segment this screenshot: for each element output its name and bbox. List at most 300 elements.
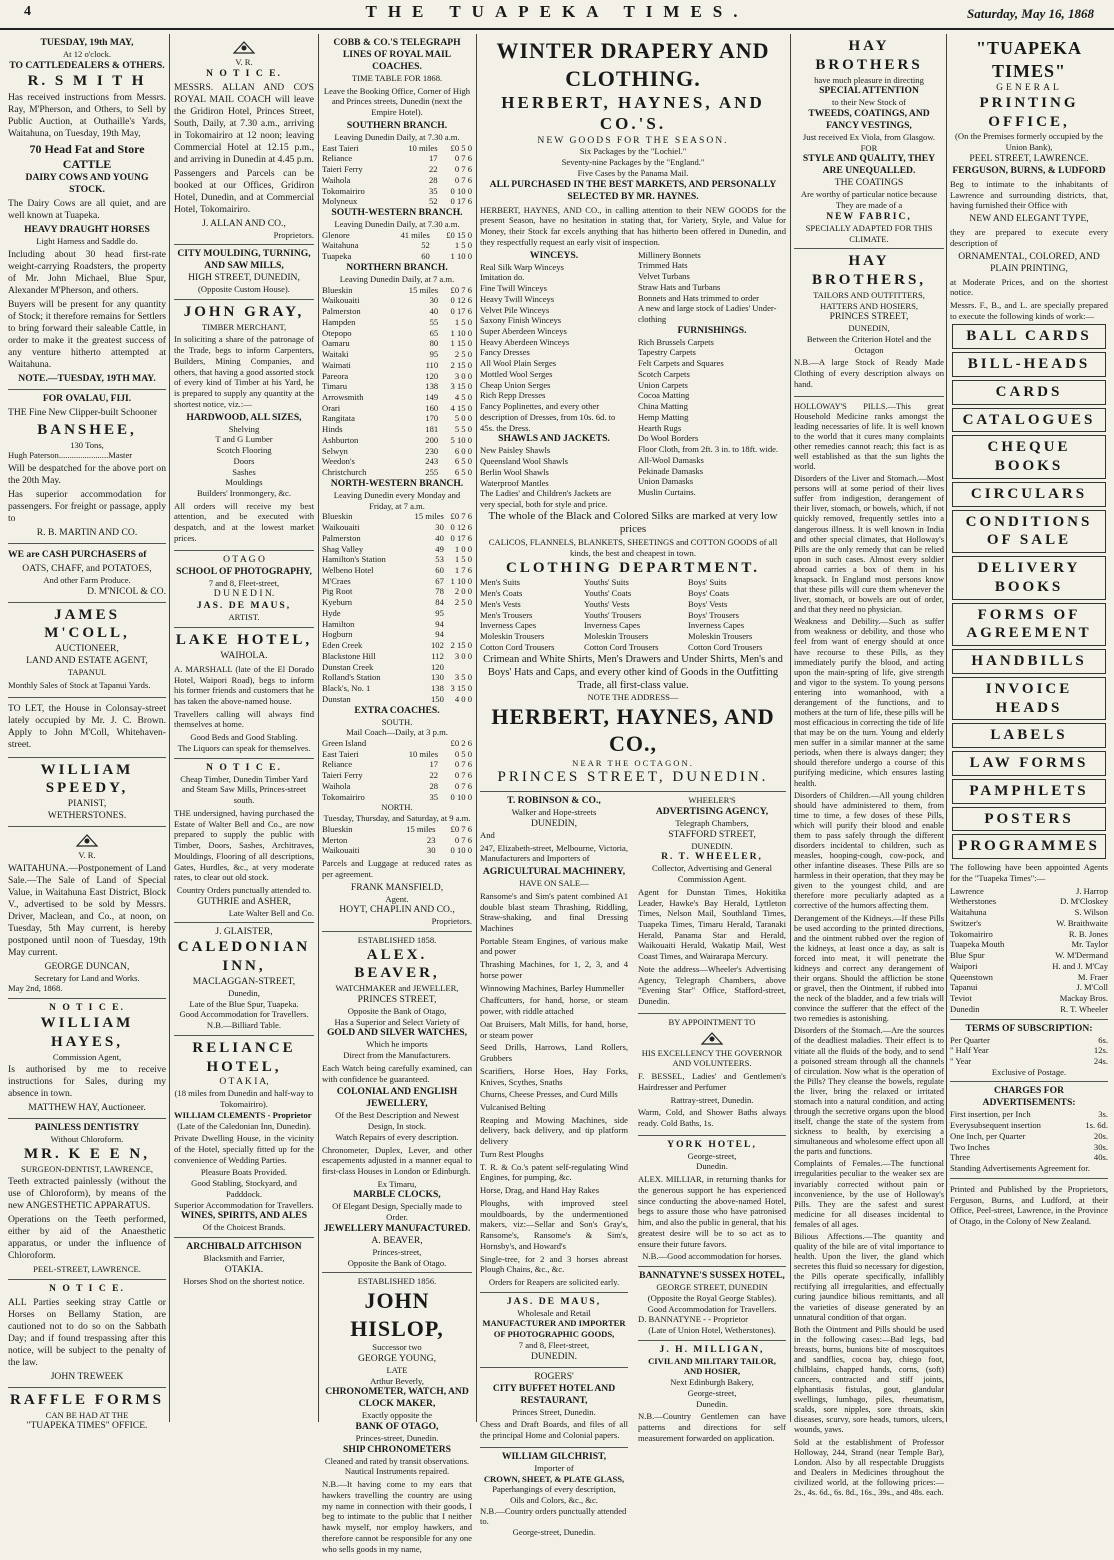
- ad-heading: CIVIL AND MILITARY TAILOR, AND HOSIER,: [648, 1355, 776, 1377]
- table-cell: 0 7 6: [454, 174, 472, 185]
- table-cell: H. and J. M'Cay: [1052, 960, 1108, 971]
- ad-text: Weakness and Debility.—Such as suffer from weakness or debility, and those who feel from want of energy should at once have recourse to these Pills, as they immediately purify the blood, and acting upon the main-spring of life, give strength and vigor to the system. To young persons entering into womanhood, with a derangement of the functions, and to mothers at the turn of life, these pills will be most efficacious in correcting the tide of life that may be on the turn. Young and elderly men suffer in a similar manner at the same periods, when there is always danger; they should therefore undergo a course of this purifying medicine, which ensures lasting health.: [794, 617, 944, 788]
- ad-text: Complaints of Females.—The functional irregularities peculiar to the weaker sex are invariably corrected without pain or inconvenience, by the use of Holloway's Pills. They are the safest and surest medicine for all diseases incidental to females of all ages.: [794, 1159, 944, 1229]
- ad-name: "TUAPEKA TIMES": [976, 38, 1082, 81]
- list-item: CATALOGUES: [952, 408, 1106, 433]
- charges-table: [950, 1109, 1108, 1163]
- table-cell: 5 10 0: [450, 434, 472, 445]
- table-row: [322, 640, 472, 651]
- table-row: [322, 392, 472, 403]
- table-row: [322, 328, 472, 339]
- table-cell: Waitahuna: [322, 240, 359, 251]
- table-cell: 0 7 6: [454, 153, 472, 164]
- ad-text: Seed Drills, Harrows, Land Rollers, Grubbers: [480, 1042, 628, 1064]
- table-cell: Lawrence: [950, 885, 984, 896]
- list-item: POSTERS: [952, 807, 1106, 832]
- ad-signature: Secretary for Land and Works.: [34, 972, 140, 983]
- ad-name: BANNATYNE'S SUSSEX HOTEL,: [639, 1270, 785, 1282]
- table-row: [322, 456, 472, 467]
- table-cell: Christchurch: [322, 467, 367, 478]
- ad-text: LAND AND ESTATE AGENT,: [26, 655, 148, 667]
- ad-text: Walker and Hope-streets: [511, 807, 597, 818]
- ad-text: Superior Accommodation for Travellers.: [174, 1199, 314, 1210]
- ad-text: Ransome's and Sim's patent combined A1 double blast steam Thrashing, Riddling, Straw-shaking, and final Dressing Machines: [480, 890, 628, 933]
- ad-text: PRINCES STREET,: [829, 311, 909, 323]
- table-row: [322, 770, 472, 781]
- ad-heading: WINES, SPIRITS, AND ALES: [180, 1210, 308, 1222]
- list-item: Floor Cloth, from 2ft. 3 in. to 18ft. wide.: [638, 444, 779, 455]
- table-row: [322, 576, 472, 587]
- table-cell: Teviot: [950, 993, 972, 1004]
- page-number: 4: [24, 4, 31, 19]
- ad-text: Dunedin.: [696, 1161, 728, 1172]
- ad-text: Six Packages by the "Lochiel.": [579, 146, 687, 157]
- advert-ovalau: [8, 390, 166, 544]
- table-cell: 1 15 0: [450, 338, 472, 349]
- advertisement-charges: [950, 1082, 1108, 1178]
- ad-text: LATE: [386, 1364, 408, 1375]
- table-cell: 0 7 6: [454, 759, 472, 770]
- ad-text: HIS EXCELLENCY THE GOVERNOR AND VOLUNTEERS.: [641, 1047, 783, 1069]
- table-cell: 0 12 6: [450, 522, 472, 533]
- ad-text: Between the Criterion Hotel and the Octagon: [806, 333, 932, 355]
- list-item: Mottled Wool Serges: [480, 368, 553, 379]
- ad-text: DUNEDIN,: [848, 323, 890, 334]
- list-item: LAW FORMS: [952, 751, 1106, 776]
- ad-name: YORK HOTEL,: [667, 1138, 757, 1150]
- ad-text: 7 and 8, Fleet-street,: [208, 577, 280, 588]
- timetable-extra-south: [322, 738, 472, 802]
- ad-signature: GUTHRIE and ASHER,: [196, 895, 292, 907]
- ad-heading: COBB & CO.'S TELEGRAPH LINES OF ROYAL MAIL COACHES.: [333, 37, 461, 72]
- list-item: Berlin Wool Shawls: [480, 466, 549, 477]
- table-cell: [444, 619, 472, 630]
- ad-name: FERGUSON, BURNS, & LUDFORD: [952, 164, 1106, 176]
- table-row: [950, 907, 1108, 918]
- table-cell: 15 miles: [414, 511, 444, 522]
- ad-text: (On the Premises formerly occupied by the Union Bank),: [955, 131, 1103, 153]
- table-cell: W. Braithwaite: [1056, 917, 1108, 928]
- list-item: Millinery Bonnets: [638, 249, 701, 260]
- ad-heading: CHRONOMETER, WATCH, AND CLOCK MAKER,: [325, 1386, 469, 1410]
- youths-list: [584, 577, 682, 652]
- advert-reliance-hotel: [174, 1036, 314, 1238]
- ad-text: And: [480, 829, 495, 840]
- agents-table: [950, 886, 1108, 1015]
- table-cell: 0 10 0: [450, 791, 472, 802]
- timetable-subheading: Mail Coach—Daily, at 3 p.m.: [346, 727, 448, 738]
- table-cell: Hyde: [322, 607, 341, 618]
- table-row: [322, 175, 472, 186]
- table-cell: 230: [425, 445, 439, 456]
- ad-text: to their New Stock of: [832, 97, 906, 108]
- ad-text: ARTIST.: [228, 612, 260, 623]
- subscription-terms: [950, 1020, 1108, 1083]
- column-rule: [318, 34, 319, 1422]
- ad-heading: TO CATTLEDEALERS & OTHERS.: [9, 59, 165, 71]
- list-item: Waterproof Mantles: [480, 477, 549, 488]
- ad-text: Chronometer, Duplex, Lever, and other escapements adjusted in a manner equal to first-class Houses in London or Edinburgh.: [322, 1144, 472, 1176]
- table-cell: 1 10 0: [450, 575, 472, 586]
- table-cell: Mackay Bros.: [1059, 993, 1108, 1004]
- table-row: [950, 1131, 1108, 1142]
- ad-text: TAILORS AND OUTFITTERS,: [813, 289, 925, 300]
- table-row: [950, 972, 1108, 983]
- ad-heading: FOR OVALAU, FIJI.: [42, 392, 132, 404]
- list-item: All-Wool Damasks: [638, 454, 704, 465]
- table-cell: 3s.: [1098, 1109, 1108, 1120]
- table-cell: £0 7 6: [450, 511, 472, 522]
- table-cell: 149: [425, 392, 439, 402]
- ad-text: Disorders of the Liver and Stomach.—Most persons will at some period of their lives suffer from indigestion, derangement of their liver, stomach, or bowels, which, if not quickly removed, frequently settles into a dangerous illness. It is well known in India and other special climates, that Holloway's Pills are the only remedy that can be relied upon in such cases. Almost every soldier abroad carries a box of them in his knapsack. In England most persons know that these pills will cure them whenever the liver, stomach, or bowels are out of order, and that they need no physician.: [794, 474, 944, 615]
- ad-text: WETHERSTONES.: [47, 810, 127, 822]
- table-cell: 170: [425, 413, 439, 424]
- table-cell: Blue Spur: [950, 950, 985, 961]
- ad-heading: CITY MOULDING, TURNING, AND SAW MILLS,: [177, 248, 311, 272]
- advert-lake-hotel: [174, 628, 314, 759]
- table-row: [322, 749, 472, 760]
- column-rule: [476, 34, 477, 1422]
- table-row: [322, 424, 472, 435]
- advert-aitchison: [174, 1238, 314, 1290]
- table-cell: Glenore: [322, 229, 350, 240]
- ad-text: CAN BE HAD AT THE: [45, 1409, 129, 1420]
- table-cell: 3 15 0: [450, 683, 472, 694]
- ad-text: STAFFORD STREET,: [668, 828, 756, 840]
- advert-milligan: [638, 1341, 786, 1450]
- table-cell: 49: [435, 543, 444, 554]
- table-cell: 60: [435, 565, 444, 575]
- subscription-table: [950, 1035, 1108, 1067]
- table-cell: 5 0 0: [454, 413, 472, 424]
- table-cell: 0 5 0: [454, 748, 472, 759]
- ad-heading: PRINCES STREET, DUNEDIN.: [497, 769, 769, 786]
- table-cell: Pareora: [322, 370, 349, 381]
- ad-text: PRINCES STREET,: [357, 993, 437, 1005]
- table-cell: 15 miles: [408, 284, 439, 295]
- ad-text: Which he imports: [366, 1039, 428, 1050]
- ad-heading: HARDWOOD, ALL SIZES,: [186, 411, 302, 423]
- ad-name: JOHN GRAY,: [183, 303, 305, 320]
- table-cell: Everysubsequent insertion: [950, 1120, 1041, 1131]
- table-cell: 0 7 6: [454, 834, 472, 845]
- advert-dentistry: [8, 1119, 166, 1280]
- list-item: Boys' Vests: [688, 598, 728, 609]
- ad-text: N.B.—Good accommodation for horses.: [642, 1251, 782, 1262]
- ad-text: Winnowing Machines, Barley Hummeller: [480, 982, 625, 993]
- ad-text: Has a Superior and Select Variety of: [334, 1016, 460, 1027]
- ad-text: Commission Agent,: [52, 1051, 122, 1062]
- table-cell: 22: [429, 164, 438, 175]
- ad-signature: Agent.: [385, 893, 409, 904]
- ad-text: Pleasure Boats Provided.: [200, 1167, 288, 1178]
- ad-heading: HEAVY DRAUGHT HORSES: [24, 224, 150, 236]
- ad-heading: ORNAMENTAL, COLORED, AND PLAIN PRINTING,: [958, 250, 1100, 274]
- table-cell: £0 5 0: [450, 142, 472, 153]
- ad-text: "TUAPEKA TIMES" OFFICE.: [26, 1420, 148, 1432]
- advert-bessel: [638, 1014, 786, 1136]
- ad-text: T. R. & Co.'s patent self-regulating Wind Engines, for pumping, &c.: [480, 1161, 628, 1183]
- ad-heading: N O T I C E.: [206, 761, 282, 773]
- ad-text: WE are CASH PURCHASERS of: [8, 548, 147, 560]
- ad-text: The following have been appointed Agents for the "Tuapeka Times":—: [950, 862, 1108, 883]
- table-cell: Green Island: [322, 738, 367, 748]
- table-row: [322, 164, 472, 175]
- list-item: Union Damasks: [638, 476, 694, 487]
- table-row: [950, 1056, 1108, 1067]
- list-item: Rich Repp Dresses: [480, 390, 546, 401]
- ad-text: N.B.—Country Gentlemen can have patterns and directions for self measurement forwarded on application.: [638, 1411, 786, 1443]
- ad-text: OATS, CHAFF, and POTATOES,: [22, 562, 152, 574]
- ad-text: D U N E D I N.: [213, 588, 275, 600]
- ad-text: 130 Tons,: [70, 439, 104, 450]
- ad-text: At 12 o'clock.: [62, 48, 112, 59]
- ad-text: HAVE ON SALE—: [519, 878, 589, 889]
- table-cell: 1 10 0: [450, 327, 472, 338]
- table-row: [322, 186, 472, 197]
- table-cell: Reliance: [322, 153, 353, 164]
- ad-text: GEORGE STREET, DUNEDIN: [656, 1282, 768, 1293]
- table-cell: Molyneux: [322, 196, 358, 207]
- table-row: [950, 896, 1108, 907]
- table-cell: 0 12 6: [450, 295, 472, 306]
- table-row: [950, 950, 1108, 961]
- table-row: [950, 1004, 1108, 1015]
- table-row: [950, 1045, 1108, 1056]
- table-cell: 200: [425, 434, 439, 445]
- list-item: Scotch Carpets: [638, 368, 690, 379]
- millinery-list: [638, 250, 786, 325]
- table-cell: First insertion, per Inch: [950, 1109, 1031, 1120]
- ad-name: ALEX. BEAVER,: [354, 946, 440, 982]
- table-cell: Dunedin: [950, 1003, 980, 1014]
- table-cell: 138: [425, 381, 439, 392]
- list-item: Moleskin Trousers: [688, 631, 753, 642]
- table-cell: " Year: [950, 1055, 972, 1066]
- table-row: [322, 619, 472, 630]
- boys-list: [688, 577, 786, 652]
- ad-text: Dunedin,: [228, 987, 260, 998]
- table-cell: 0 17 6: [450, 196, 472, 207]
- table-cell: 12s.: [1093, 1045, 1108, 1056]
- table-cell: 120: [425, 370, 439, 381]
- timetable-northern: [322, 285, 472, 478]
- column-2: [174, 34, 314, 1422]
- ad-name: R. S M I T H: [27, 72, 147, 89]
- list-item: Scotch Flooring: [216, 445, 272, 456]
- ad-text: Has superior accommodation for passengers. For freight or passage, apply to: [8, 489, 166, 524]
- ad-text: Wholesale and Retail: [517, 1307, 591, 1318]
- table-cell: 181: [425, 424, 439, 435]
- furnishings-list: [638, 337, 786, 498]
- table-cell: Per Quarter: [950, 1034, 990, 1045]
- list-item: Cheap Union Serges: [480, 379, 551, 390]
- table-row: [322, 835, 472, 846]
- ad-text: J. GLAISTER,: [215, 926, 273, 938]
- table-cell: Eden Creek: [322, 640, 363, 651]
- table-cell: [444, 629, 472, 640]
- table-cell: Weedon's: [322, 456, 355, 467]
- ad-signature: A. BEAVER,: [371, 1234, 423, 1246]
- timetable-heading: NORTHERN BRANCH.: [346, 261, 448, 273]
- ad-heading: MANUFACTURER AND IMPORTER OF PHOTOGRAPHIC GOODS,: [482, 1318, 626, 1340]
- table-cell: Waimati: [322, 359, 351, 370]
- list-item: Moleskin Trousers: [584, 631, 649, 642]
- ad-text: (18 miles from Dunedin and half-way to Tokomairiro).: [174, 1088, 314, 1110]
- ad-name: J. H. MILLIGAN,: [659, 1343, 765, 1355]
- table-cell: 6 0 0: [454, 445, 472, 456]
- table-cell: Kyeburn: [322, 597, 353, 608]
- ad-signature: J. ALLAN AND CO.,: [202, 217, 286, 229]
- ad-text: Portable Steam Engines, of various make and power: [480, 935, 628, 957]
- table-cell: [392, 738, 438, 749]
- column-6: [950, 34, 1108, 1422]
- advert-caledonian-inn: [174, 923, 314, 1035]
- list-item: CHEQUE BOOKS: [952, 435, 1106, 479]
- advert-bannatyne: [638, 1267, 786, 1341]
- table-row: [322, 586, 472, 597]
- table-cell: 2 5 0: [454, 349, 472, 360]
- ad-text: Scarifiers, Horse Hoes, Hay Forks, Knives, Scythes, Snaths: [480, 1065, 628, 1087]
- table-cell: Blueskin: [322, 284, 353, 295]
- table-cell: £0 7 6: [450, 823, 472, 834]
- table-cell: 28: [429, 780, 439, 791]
- ad-heading: COLONIAL AND ENGLISH JEWELLERY,: [336, 1086, 458, 1110]
- ad-heading: SHIP CHRONOMETERS: [343, 1443, 451, 1455]
- timetable-subheading: NORTH.: [381, 802, 413, 813]
- ad-signature: MATTHEW HAY, Auctioneer.: [28, 1102, 146, 1114]
- table-cell: Waikouaiti: [322, 295, 360, 306]
- ad-text: Printed and Published by the Proprietors, Ferguson, Burns, and Ludford, at their Office, Peel-street, Lawrence, in the Province of Otago, in the Colony of New Zealand.: [950, 1183, 1108, 1227]
- ad-text: WILLIAM CLEMENTS - Proprietor: [174, 1109, 312, 1120]
- advert-hay-brothers-tailors: [794, 249, 944, 396]
- table-cell: 4 5 0: [454, 392, 472, 402]
- ad-text: (Opposite Custom House).: [198, 284, 290, 295]
- table-cell: Orari: [322, 402, 341, 413]
- timetable-southern: [322, 143, 472, 207]
- ad-text: Of the Choicest Brands.: [202, 1222, 286, 1233]
- table-cell: Tokomairiro: [322, 791, 365, 802]
- table-cell: Selwyn: [322, 445, 348, 456]
- list-item: Youths' Suits: [584, 577, 629, 588]
- list-item: Men's Coats: [480, 588, 523, 599]
- ad-text: have much pleasure in directing: [814, 74, 924, 85]
- ad-text: Disorders of Children.—All young children should have administered to them, from time to time, a few doses of these Pills, which will purify their blood and enable them to pass safely through the different disorders incidental to children, such as measles, hooping-cough, cow-pock, and other infantine diseases. These Pills are so harmless in their operation, that they may be given to the youngest child, and are therefore more peculiarly adapted as a corrective of the humors affecting them.: [794, 790, 944, 911]
- table-cell: Tuapeka: [322, 251, 352, 262]
- table-cell: 80: [429, 338, 439, 349]
- advert-cheap-timber: [174, 759, 314, 924]
- ad-heading: GENERAL: [996, 82, 1062, 93]
- ad-heading: GOLD AND SILVER WATCHES,: [326, 1027, 468, 1039]
- table-cell: Mr. Taylor: [1071, 939, 1108, 950]
- ad-text: HIGH STREET, DUNEDIN,: [188, 272, 300, 284]
- table-row: [322, 662, 472, 673]
- table-row: [322, 533, 472, 544]
- ad-text: D. BANNATYNE - - Proprietor: [638, 1314, 749, 1325]
- table-cell: Hamilton: [322, 618, 355, 629]
- ad-text: FOR: [860, 142, 878, 153]
- ad-text: V. R.: [78, 850, 96, 860]
- table-cell: 0 7 6: [454, 164, 472, 175]
- table-row: [950, 1109, 1108, 1120]
- ad-text: THE Fine New Clipper-built Schooner: [8, 406, 158, 418]
- table-cell: 1 5 0: [454, 316, 472, 327]
- list-item: Pekinade Damasks: [638, 465, 704, 476]
- ad-text: SURGEON-DENTIST, LAWRENCE,: [20, 1163, 154, 1174]
- table-cell: 30: [426, 845, 436, 856]
- advert-gilchrist: [480, 1448, 628, 1542]
- list-item: Real Silk Warp Winceys: [480, 261, 564, 272]
- ad-text: Travellers calling will always find themselves at home.: [174, 708, 314, 730]
- table-cell: 10 miles: [408, 142, 438, 153]
- column-rule: [790, 34, 791, 1422]
- ad-text: Sold at the establishment of Professor Holloway, 244, Strand (near Temple Bar), London. Also by all respectable Druggists and Dealers in Medicines throughout the civilized world, at the following prices:—2s., 4s. 6d., 6s. 8d., 16s., 39s., and 48s. each.: [794, 1437, 944, 1497]
- table-cell: 110: [425, 359, 439, 370]
- table-row: [322, 446, 472, 457]
- ad-text: Light Harness and Saddle do.: [36, 236, 138, 247]
- table-cell: Waikouaiti: [322, 522, 360, 533]
- table-cell: R. T. Wheeler: [1060, 1003, 1108, 1014]
- ad-name: WILLIAM SPEEDY,: [40, 761, 134, 797]
- list-item: Hemp Matting: [638, 411, 689, 422]
- ad-text: Bilious Affections.—The quantity and quality of the bile are of vital importance to health. Upon the liver, the gland which secretes this fluid so necessary for digestion, the Pills operate specifically, infallibly rectifying all irregularities, and effectually curing jaundice bilious remittants, and all the varieties of disease generated by an unnatural condition of that organ.: [794, 1231, 944, 1322]
- table-cell: Two Inches: [950, 1141, 990, 1152]
- table-cell: 5 5 0: [454, 424, 472, 435]
- ad-text: They are made of a: [835, 200, 903, 211]
- ad-heading: TERMS OF SUBSCRIPTION:: [965, 1022, 1093, 1034]
- table-cell: Dunstan Creek: [322, 661, 374, 672]
- ad-text: PEEL-STREET, LAWRENCE.: [33, 1264, 141, 1275]
- advert-james-mcoll: [8, 603, 166, 698]
- ad-text: OTAKIA.: [224, 1263, 264, 1275]
- table-cell: [444, 608, 472, 619]
- ad-text: Crimean and White Shirts, Men's Drawers and Under Shirts, Men's and Boys' Hats and Caps, and every other kind of Goods in the Outfitting Trade, all first-class value.: [483, 653, 783, 691]
- ad-text: Turn Rest Ploughs: [480, 1148, 544, 1159]
- ad-text: Of Elegant Design, Specially made to Order.: [332, 1201, 462, 1223]
- ad-text: Princes-street, Dunedin.: [355, 1432, 439, 1443]
- table-row: [322, 240, 472, 251]
- ad-text: Agent for Dunstan Times, Hokitika Leader, Hawke's Bay Herald, Lyttleton Times, Nelson Mail, Southland Times, Tuapeka Times, Timaru Herald, Taranaki Herald, Panama Star and Herald, Waikouaiti Herald, Wakatip Mail, West Coast Times, and Wairarapa Mercury.: [638, 886, 786, 962]
- table-row: [950, 1142, 1108, 1153]
- ad-name: JAS. DE MAUS,: [196, 600, 292, 612]
- table-cell: 1 10 0: [450, 251, 472, 262]
- table-cell: Waitahuna: [950, 907, 987, 918]
- table-cell: 65: [429, 327, 439, 338]
- ad-text: All orders will receive my best attention, and be executed with despatch, and at the lowest market prices.: [174, 500, 314, 543]
- list-item: Imitation do.: [480, 272, 525, 283]
- table-cell: 160: [425, 402, 439, 413]
- ad-text: A. MARSHALL (late of the El Dorado Hotel, Waipori Road), begs to inform his former friends and customers that he has taken the above-named house.: [174, 663, 314, 706]
- ad-text: Of the Best Description and Newest Design, In stock.: [335, 1110, 459, 1132]
- advert-cattle-sale: [8, 34, 166, 390]
- table-cell: 23: [426, 834, 436, 845]
- ad-name: ADVERTISING AGENCY,: [655, 805, 769, 817]
- table-cell: 1 7 6: [454, 565, 472, 575]
- table-cell: Waitaki: [322, 349, 349, 360]
- ad-text: at Moderate Prices, and on the shortest notice.: [950, 276, 1108, 298]
- ad-text: Vulcanised Belting: [480, 1102, 546, 1113]
- list-item: Men's Vests: [480, 598, 521, 609]
- ad-text: DUNEDIN,: [530, 817, 578, 829]
- table-row: [322, 738, 472, 749]
- ad-text: Cleaned and rated by transit observations. Nautical Instruments repaired.: [324, 1455, 470, 1477]
- ad-signature: FRANK MANSFIELD,: [350, 881, 444, 893]
- ad-text: Operations on the Teeth performed, either by aid of the Anaesthetic apparatus, or under the influence of Chloroform.: [8, 1214, 166, 1262]
- ad-name: WILLIAM GILCHRIST,: [501, 1450, 607, 1462]
- list-heading: SHAWLS AND JACKETS.: [498, 433, 610, 445]
- ad-text: Beg to intimate to the inhabitants of Lawrence and surrounding districts, that, having furnished their Office with: [950, 178, 1108, 211]
- ad-name: CALEDONIAN INN,: [177, 939, 311, 975]
